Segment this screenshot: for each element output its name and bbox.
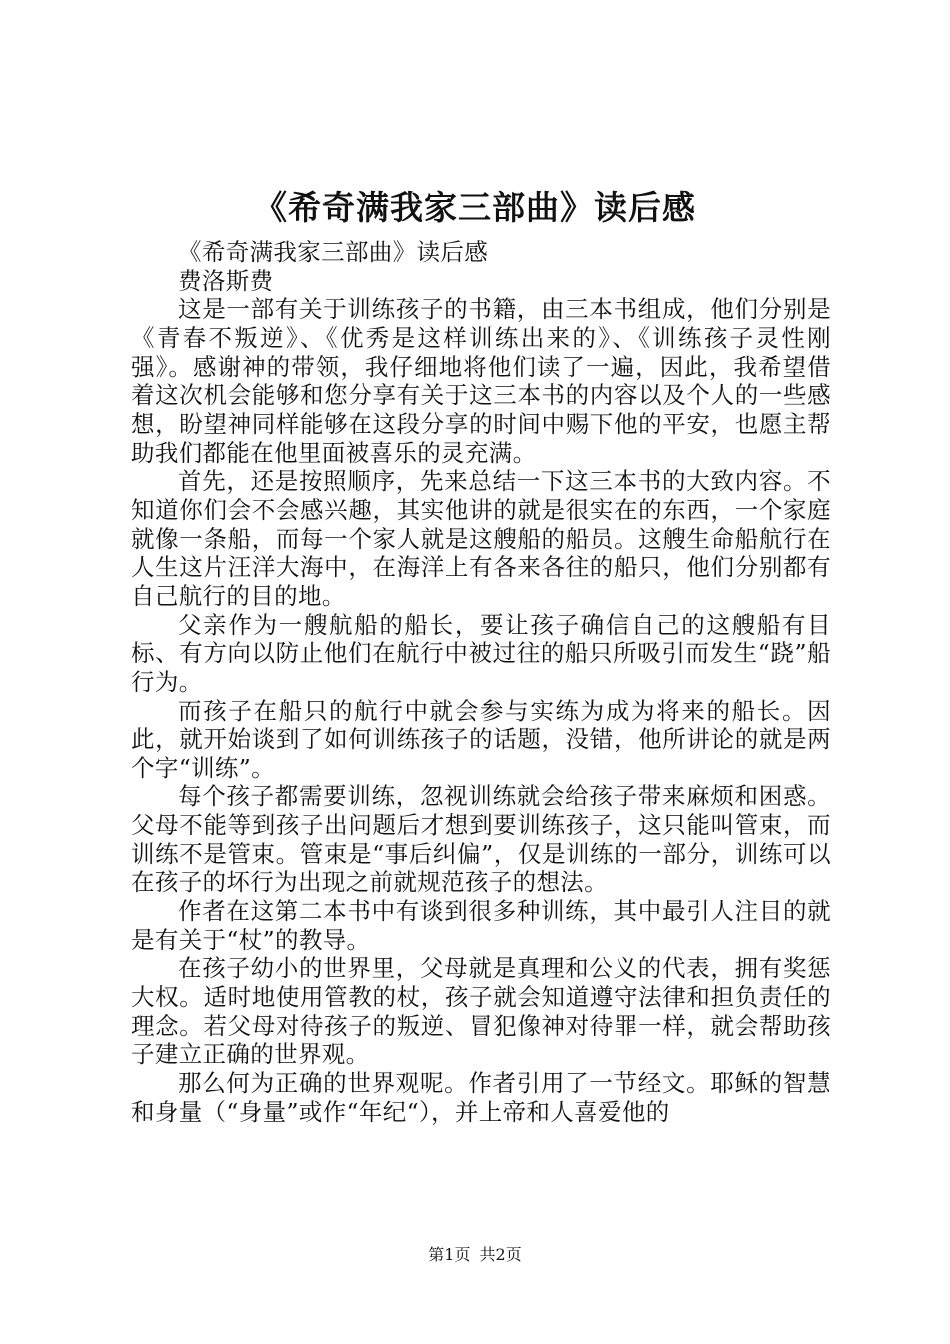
body-paragraph: 作者在这第二本书中有谈到很多种训练，其中最引人注目的就是有关于“杖”的教导。 [131,897,831,954]
subtitle-line: 《希奇满我家三部曲》读后感 [178,238,489,266]
author-line: 费洛斯费 [178,266,274,295]
body-paragraph: 这是一部有关于训练孩子的书籍，由三本书组成，他们分别是《青春不叛逆》、《优秀是这样训练出来的》、《训练孩子灵性刚强》。感谢神的带领，我仔细地将他们读了一遍，因此，我希望借着这次机会能够和您分享有关于这三本书的内容以及个人的一些感想，盼望神同样能够在这段分享的时间中赐下他的平安，也愿主帮助我们都能在他里面被喜乐的灵充满。 [131,295,831,467]
body-paragraph: 首先，还是按照顺序，先来总结一下这三本书的大致内容。不知道你们会不会感兴趣，其实他讲的就是很实在的东西，一个家庭就像一条船，而每一个家人就是这艘船的船员。这艘生命船航行在人生这片汪洋大海中，在海洋上有各来各往的船只，他们分别都有自己航行的目的地。 [131,467,831,610]
page-number: 第1页 [428,1245,471,1264]
body-paragraph: 那么何为正确的世界观呢。作者引用了一节经文。耶稣的智慧和身量（“身量”或作“年纪“），并上帝和人喜爱他的 [131,1069,831,1126]
page-footer [0,1244,950,1266]
document-body [131,238,831,1126]
body-paragraph: 而孩子在船只的航行中就会参与实练为成为将来的船长。因此，就开始谈到了如何训练孩子的话题，没错，他所讲论的就是两个字“训练”。 [131,696,831,782]
body-paragraph: 父亲作为一艘航船的船长，要让孩子确信自己的这艘船有目标、有方向以防止他们在航行中被过往的船只所吸引而发生“跷”船行为。 [131,610,831,696]
body-paragraph: 每个孩子都需要训练，忽视训练就会给孩子带来麻烦和困惑。父母不能等到孩子出问题后才想到要训练孩子，这只能叫管束，而训练不是管束。管束是“事后纠偏”，仅是训练的一部分，训练可以在孩子的坏行为出现之前就规范孩子的想法。 [131,782,831,897]
document-title: 《希奇满我家三部曲》读后感 [254,188,696,227]
body-paragraph: 在孩子幼小的世界里，父母就是真理和公义的代表，拥有奖惩大权。适时地使用管教的杖，孩子就会知道遵守法律和担负责任的理念。若父母对待孩子的叛逆、冒犯像神对待罪一样，就会帮助孩子建立正确的世界观。 [131,954,831,1069]
page-total: 共2页 [479,1245,522,1264]
